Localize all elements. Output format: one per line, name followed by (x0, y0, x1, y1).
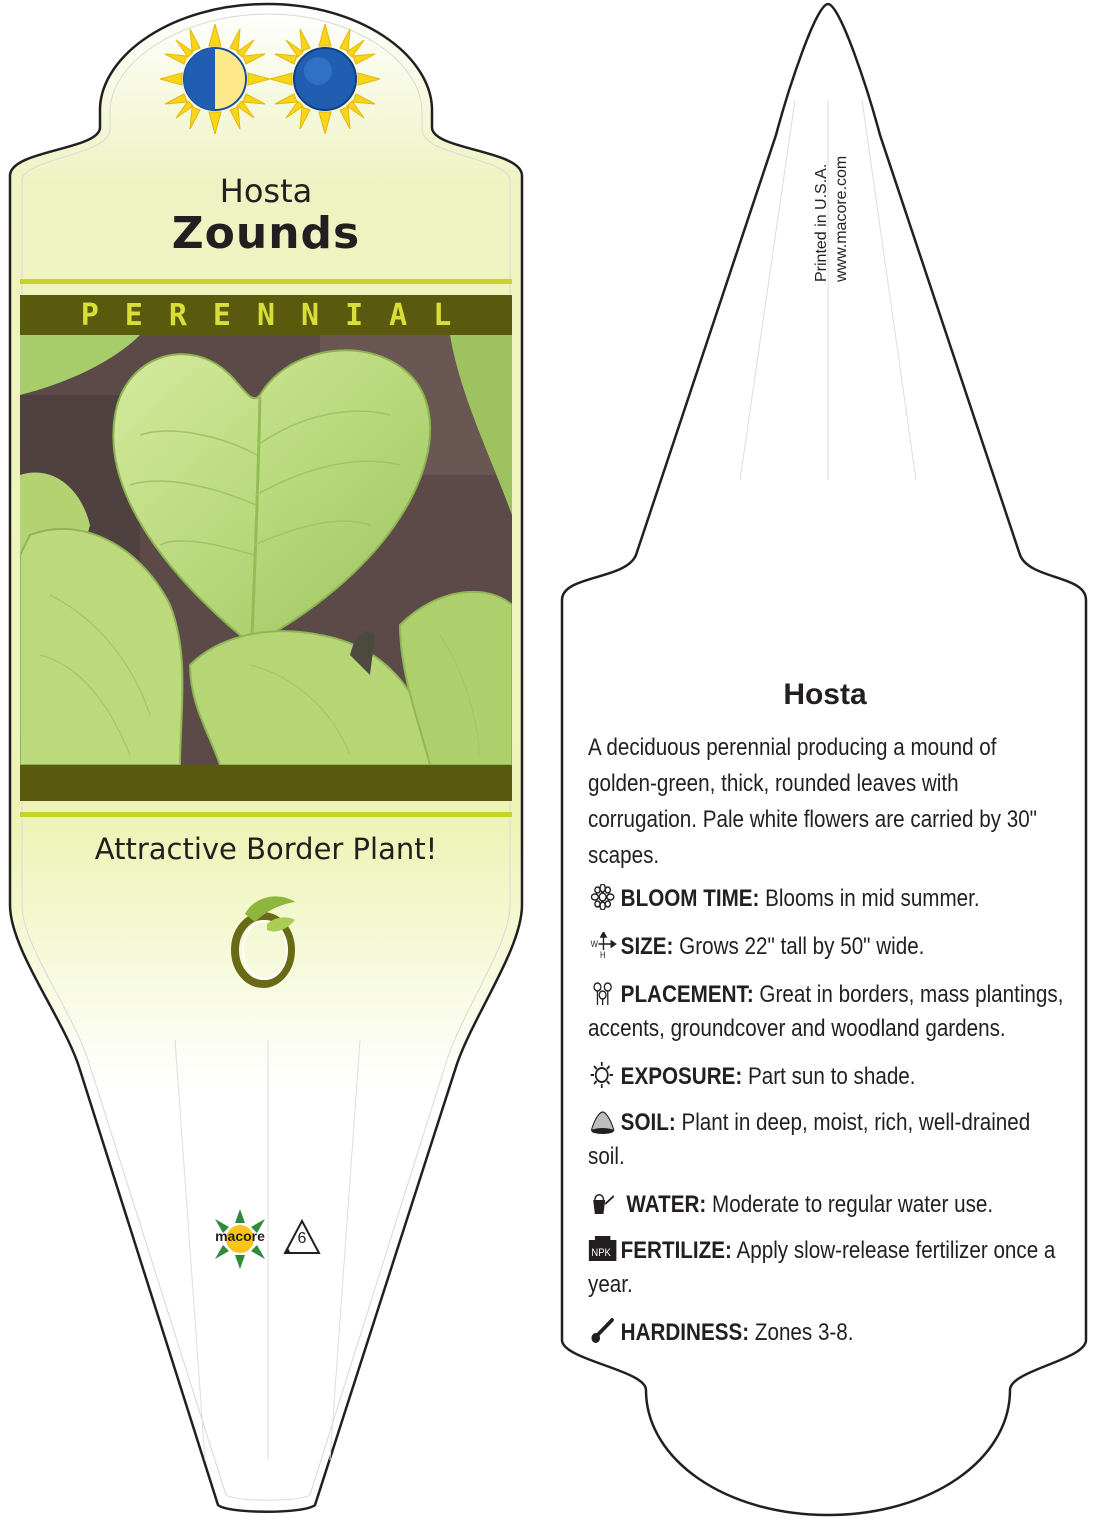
size-h-label: H (600, 949, 606, 958)
attr-label: FERTILIZE: (620, 1237, 732, 1264)
size-arrows-icon (588, 932, 617, 958)
watering-can-icon (588, 1190, 617, 1216)
attr-label: BLOOM TIME: (620, 885, 760, 912)
sprout-logo-icon (225, 890, 310, 990)
attr-label: WATER: (626, 1191, 707, 1218)
attr-value: Plant in deep, moist, rich, well-drained soil. (588, 1109, 1031, 1170)
attr-value: Apply slow-release fertilizer once a year. (588, 1237, 1056, 1298)
attr-value: Moderate to regular water use. (712, 1191, 994, 1218)
part-sun-icon (160, 24, 270, 134)
attr-bloom-time (588, 882, 1070, 916)
plant-description: A deciduous perennial producing a mound of golden-green, thick, rounded leaves with corrugation. Pale white flowers are carried by 30" scapes. (588, 734, 1038, 869)
brand-name: macore (215, 1228, 265, 1244)
print-credit-url: www.macore.com (833, 155, 850, 282)
attr-label: SIZE: (620, 933, 674, 960)
attr-label: HARDINESS: (620, 1319, 750, 1346)
sun-outline-icon (588, 1062, 617, 1088)
front-genus: Hosta (219, 172, 313, 210)
attr-label: EXPOSURE: (620, 1063, 743, 1090)
front-tagline: Attractive Border Plant! (94, 832, 438, 866)
flower-icon (588, 884, 617, 910)
attr-size (588, 930, 1070, 964)
thermometer-icon (588, 1318, 617, 1344)
plant-photo (20, 335, 512, 765)
back-title: Hosta (783, 678, 867, 711)
attr-soil (588, 1106, 1070, 1174)
print-credit-line: Printed in U.S.A. (813, 163, 830, 282)
print-credit (812, 0, 852, 282)
attr-water (588, 1188, 1070, 1222)
attr-value: Grows 22" tall by 50" wide. (679, 933, 925, 960)
attr-fertilize (588, 1234, 1070, 1302)
attr-placement (588, 978, 1070, 1046)
soil-pile-icon (588, 1108, 617, 1134)
size-w-label: W (590, 938, 598, 950)
attr-value: Part sun to shade. (748, 1063, 916, 1090)
attr-value: Zones 3-8. (754, 1319, 854, 1346)
npk-label: NPK (591, 1247, 611, 1260)
attr-exposure (588, 1060, 1070, 1094)
npk-icon (588, 1236, 617, 1262)
category-label: PERENNIAL (80, 298, 478, 333)
front-cultivar: Zounds (171, 208, 361, 259)
placement-flowers-icon (588, 980, 617, 1006)
attr-value: Blooms in mid summer. (765, 885, 980, 912)
lower-band (20, 765, 512, 801)
attr-hardiness (588, 1316, 1070, 1350)
attr-label: SOIL: (620, 1109, 676, 1136)
attr-value: Great in borders, mass plantings, accents, groundcover and woodland gardens. (588, 981, 1064, 1042)
recycle-code: 6 (297, 1230, 307, 1247)
attr-label: PLACEMENT: (620, 981, 754, 1008)
shade-icon (270, 24, 380, 134)
